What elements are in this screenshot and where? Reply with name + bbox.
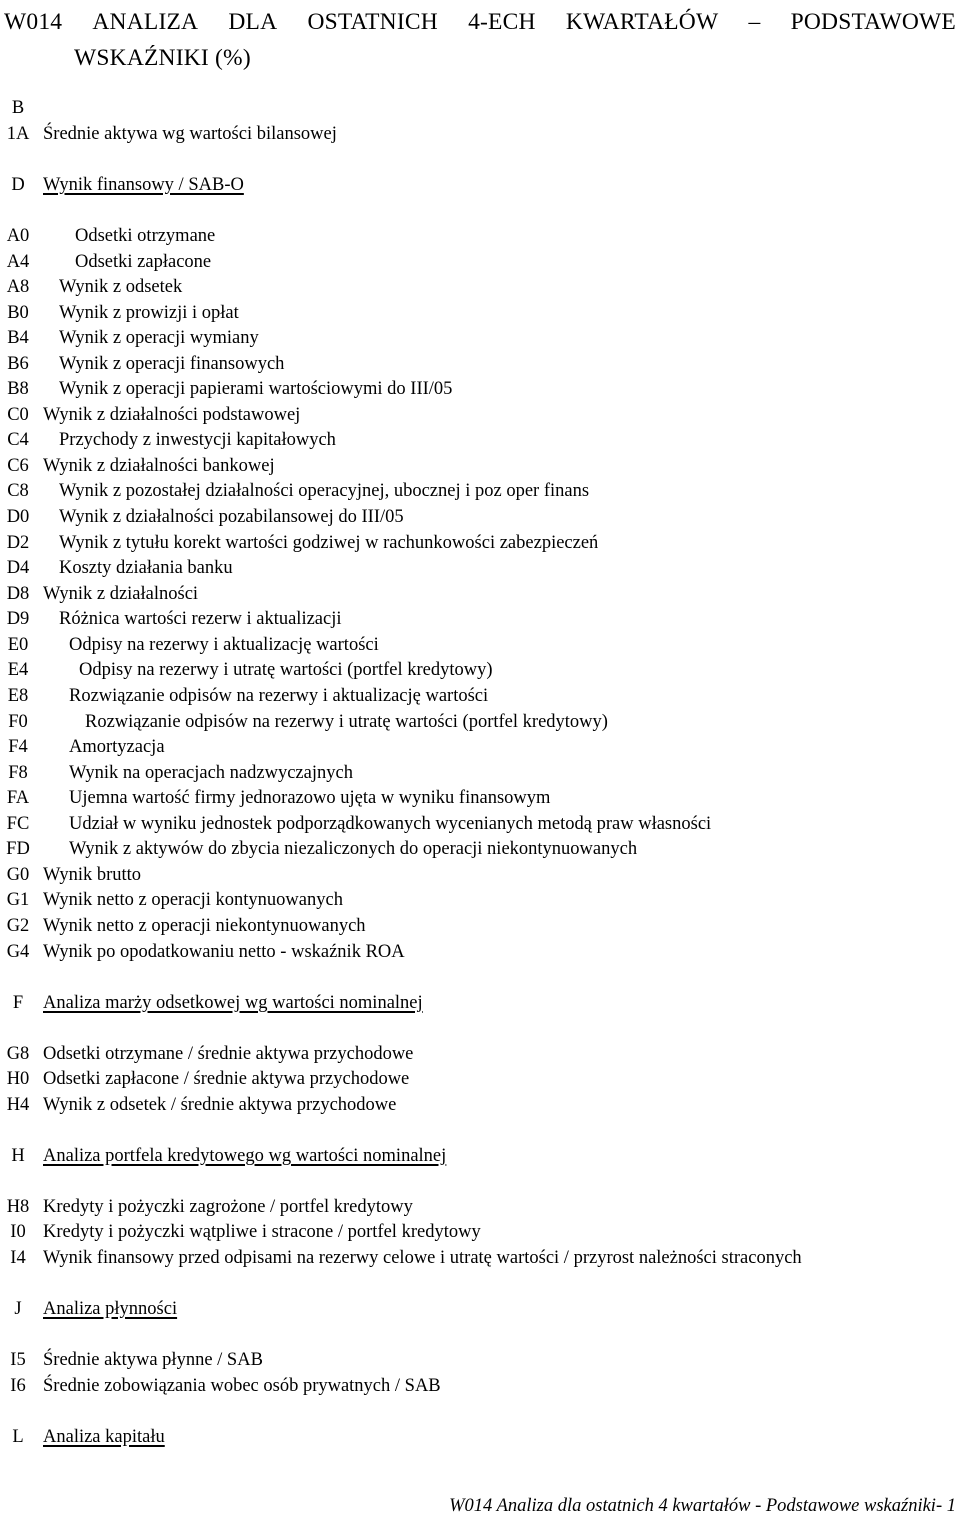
row-code: G2 [6,916,30,936]
row-code: FA [6,788,30,808]
row-label: Przychody z inwestycji kapitałowych [59,430,336,450]
row-code: F [12,993,24,1013]
row-code: B8 [7,379,29,399]
row-code: G0 [6,865,30,885]
section-title: Wynik finansowy / SAB-O [43,175,244,195]
row-code: A0 [6,226,30,246]
row-code: G8 [6,1044,30,1064]
row-label: Odsetki zapłacone [75,252,212,272]
row-code: H0 [6,1069,30,1089]
row-code: F0 [8,712,28,732]
row-label: Wynik netto z operacji kontynuowanych [43,890,343,910]
document-title [4,4,956,76]
row-code: D9 [6,609,30,629]
row-label: Średnie zobowiązania wobec osób prywatnych / SAB [43,1376,441,1396]
row-label: Odsetki zapłacone / średnie aktywa przychodowe [43,1069,410,1089]
row-code: G4 [6,942,30,962]
row-label: Wynik finansowy przed odpisami na rezerwy celowe i utratę wartości / przyrost należności straconych [43,1248,802,1268]
row-label: Wynik z działalności pozabilansowej do III/05 [59,507,404,527]
row-label: Średnie aktywa płynne / SAB [43,1350,263,1370]
row-label: Różnica wartości rezerw i aktualizacji [59,609,342,629]
row-label: Wynik na operacjach nadzwyczajnych [69,763,353,783]
page-footer: W014 Analiza dla ostatnich 4 kwartałów - Podstawowe wskaźniki- 1 [449,1496,956,1516]
row-code: C4 [7,430,29,450]
row-label: Wynik z operacji wymiany [59,328,259,348]
row-code: FC [6,814,30,834]
row-label: Amortyzacja [69,737,165,757]
title-word: OSTATNICH [307,9,438,35]
row-code: L [12,1427,24,1447]
row-label: Wynik z odsetek [59,277,183,297]
title-word: PODSTAWOWE [790,9,956,35]
row-label: Wynik z działalności podstawowej [43,405,301,425]
title-word: W014 [4,9,63,35]
title-line-1 [4,4,956,40]
section-title: Analiza portfela kredytowego wg wartości nominalnej [43,1146,447,1166]
row-label: Odpisy na rezerwy i aktualizację wartości [69,635,379,655]
row-code: E4 [7,660,29,680]
row-label: Wynik z operacji finansowych [59,354,285,374]
row-code: B [11,98,25,118]
row-code: E0 [7,635,29,655]
row-code: B0 [7,303,29,323]
row-code: I5 [10,1350,26,1370]
row-label: Wynik z odsetek / średnie aktywa przychodowe [43,1095,397,1115]
row-code: B4 [7,328,29,348]
row-code: E8 [7,686,29,706]
row-label: Kredyty i pożyczki wątpliwe i stracone / portfel kredytowy [43,1222,481,1242]
row-code: 1A [6,124,30,144]
title-line-2: WSKAŹNIKI (%) [74,45,251,71]
row-code: C6 [7,456,29,476]
section-title: Analiza płynności [43,1299,178,1319]
row-label: Wynik netto z operacji niekontynuowanych [43,916,366,936]
row-label: Średnie aktywa wg wartości bilansowej [43,124,337,144]
row-code: C8 [7,481,29,501]
title-word: DLA [228,9,278,35]
row-label: Wynik z operacji papierami wartościowymi do III/05 [59,379,453,399]
row-code: D8 [6,584,30,604]
row-label: Koszty działania banku [59,558,233,578]
row-label: Rozwiązanie odpisów na rezerwy i utratę wartości (portfel kredytowy) [85,712,608,732]
row-code: H4 [6,1095,30,1115]
row-code: J [14,1299,22,1319]
row-label: Wynik z działalności [43,584,199,604]
row-code: D [11,175,25,195]
section-title: Analiza marży odsetkowej wg wartości nominalnej [43,993,423,1013]
row-code: I6 [10,1376,26,1396]
row-label: Odsetki otrzymane [75,226,216,246]
title-word: – [748,9,761,35]
row-code: F4 [8,737,28,757]
title-word: KWARTAŁÓW [565,9,719,35]
row-code: C0 [7,405,29,425]
row-label: Udział w wyniku jednostek podporządkowanych wycenianych metodą praw własności [69,814,712,834]
row-code: D4 [6,558,30,578]
row-code: I4 [10,1248,26,1268]
row-code: D0 [6,507,30,527]
row-code: D2 [6,533,30,553]
row-code: G1 [6,890,30,910]
row-label: Odsetki otrzymane / średnie aktywa przychodowe [43,1044,414,1064]
row-code: F8 [8,763,28,783]
section-title: Analiza kapitału [43,1427,165,1447]
row-code: H [11,1146,25,1166]
row-label: Ujemna wartość firmy jednorazowo ujęta w wyniku finansowym [69,788,551,808]
row-label: Wynik z pozostałej działalności operacyjnej, ubocznej i poz oper finans [59,481,590,501]
row-code: I0 [10,1222,26,1242]
row-code: FD [6,839,30,859]
row-code: A8 [6,277,30,297]
row-label: Wynik z działalności bankowej [43,456,275,476]
row-label: Odpisy na rezerwy i utratę wartości (portfel kredytowy) [79,660,493,680]
title-word: ANALIZA [92,9,199,35]
row-label: Wynik brutto [43,865,142,885]
row-label: Wynik z tytułu korekt wartości godziwej w rachunkowości zabezpieczeń [59,533,599,553]
row-label: Rozwiązanie odpisów na rezerwy i aktualizację wartości [69,686,489,706]
row-label: Wynik po opodatkowaniu netto - wskaźnik ROA [43,942,405,962]
row-code: H8 [6,1197,30,1217]
row-label: Kredyty i pożyczki zagrożone / portfel kredytowy [43,1197,413,1217]
row-code: A4 [6,252,30,272]
row-label: Wynik z aktywów do zbycia niezaliczonych do operacji niekontynuowanych [69,839,638,859]
row-label: Wynik z prowizji i opłat [59,303,239,323]
row-code: B6 [7,354,29,374]
title-word: 4-ECH [468,9,536,35]
